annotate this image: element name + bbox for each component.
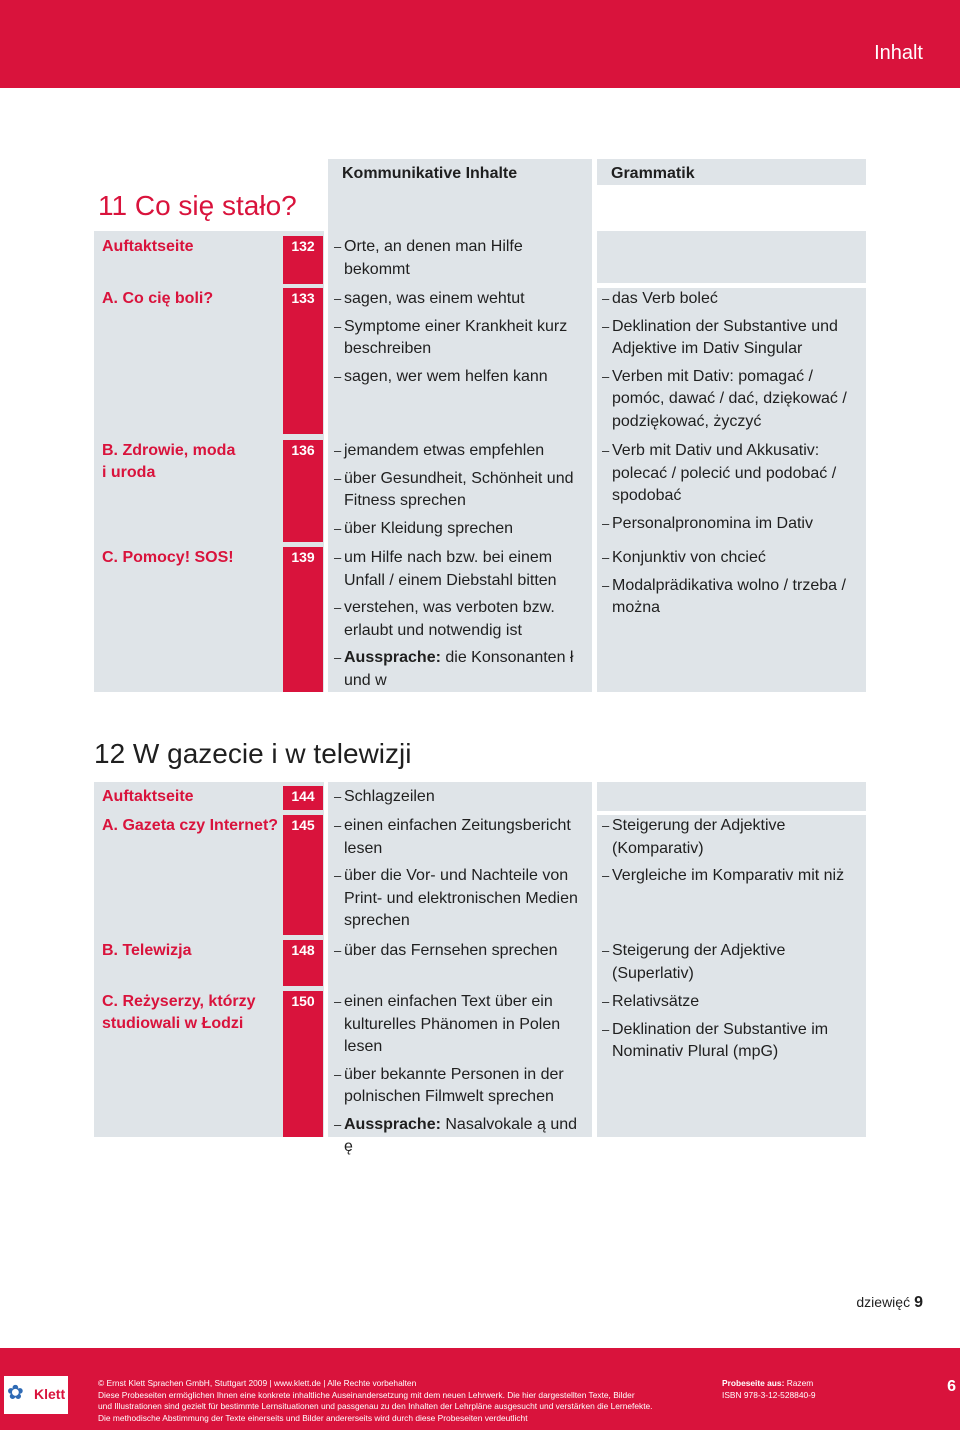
aussprache-label: Aussprache: [344, 649, 441, 666]
list-item: – Verben mit Dativ: pomagać / pomóc, dawać / dać, dziękować / podziękować, życzyć [602, 366, 858, 434]
section-tab-label: Inhalt [874, 42, 923, 64]
sheet-number: 6 [947, 1378, 956, 1395]
list-item: – sagen, wer wem helfen kann [334, 366, 586, 389]
page-ref: 133 [283, 288, 323, 434]
list-item [334, 1114, 586, 1159]
kom-list [334, 940, 586, 968]
probe-label: Probeseite aus: [722, 1378, 785, 1388]
page-ref: 132 [283, 236, 323, 284]
page-ref: 148 [283, 940, 323, 986]
list-item: – Schlagzeilen [334, 786, 586, 809]
page-ref: 145 [283, 815, 323, 935]
list-item: – Deklination der Substantive im Nominativ Plural (mpG) [602, 1019, 858, 1064]
section-label: Auftaktseite [102, 238, 194, 255]
list-item: – über das Fernsehen sprechen [334, 940, 586, 963]
column-header-kommunikative: Kommunikative Inhalte [342, 165, 518, 182]
table-row [94, 547, 866, 692]
footer-line: Die methodische Abstimmung der Texte einerseits und Bilder andererseits wird durch diese Probeseiten verdeutlicht [98, 1412, 528, 1423]
section-label: A. Gazeta czy Internet? [102, 817, 279, 834]
footer-line: © Ernst Klett Sprachen GmbH, Stuttgart 2009 | www.klett.de | Alle Rechte vorbehalten [98, 1378, 417, 1388]
list-item: – jemandem etwas empfehlen [334, 440, 586, 463]
kom-list [334, 786, 586, 814]
table-row [94, 786, 866, 810]
page-number [856, 1294, 923, 1312]
footer-line: Diese Probeseiten ermöglichen Ihnen eine konkrete inhaltliche Auseinandersetzung mit dem neuen Lehrwerk. Die hier dargestellten Texte, Bilder [98, 1389, 635, 1400]
gra-list [602, 991, 858, 1069]
list-item: – über bekannte Personen in der polnischen Filmwelt sprechen [334, 1064, 586, 1109]
unit-11-title: 11 Co się stało? [98, 190, 297, 221]
klett-logo-icon: ✿ [7, 1380, 24, 1404]
footer-text [98, 1378, 678, 1424]
list-item: – über Gesundheit, Schönheit und Fitness sprechen [334, 468, 586, 513]
section-label: B. Telewizja [102, 942, 192, 959]
klett-logo-text: Klett [34, 1386, 66, 1402]
gra-list [602, 440, 858, 540]
list-item: – Steigerung der Adjektive (Komparativ) [602, 815, 858, 860]
section-label: C. Reżyserzy, którzy studiowali w Łodzi [102, 993, 256, 1032]
section-label: A. Co cię boli? [102, 290, 214, 307]
column-header-grammatik: Grammatik [611, 165, 695, 182]
table-row [94, 940, 866, 986]
page-ref: 139 [283, 547, 323, 692]
gra-list [602, 815, 858, 893]
list-item: – über die Vor- und Nachteile von Print- und elektronischen Medien sprechen [334, 865, 586, 933]
list-item: – Vergleiche im Komparativ mit niż [602, 865, 858, 888]
kom-list [334, 991, 586, 1164]
table-row [94, 991, 866, 1155]
list-item: – Personalpronomina im Dativ [602, 513, 858, 536]
page-number-word: dziewięć [856, 1294, 911, 1310]
list-item: – Orte, an denen man Hilfe bekommt [334, 236, 586, 281]
kom-list [334, 547, 586, 697]
aussprache-text: Nasalvokale ą und ę [344, 1115, 578, 1155]
page-number-digit: 9 [914, 1294, 923, 1311]
top-banner [0, 0, 960, 88]
list-item: – einen einfachen Zeitungsbericht lesen [334, 815, 586, 860]
footer-bar [0, 1348, 960, 1430]
unit-12-title: 12 W gazecie i w telewizji [94, 738, 412, 769]
list-item: – Konjunktiv von chcieć [602, 547, 858, 570]
section-label: Auftaktseite [102, 788, 194, 805]
aussprache-text: die Konsonanten ł und w [344, 649, 574, 689]
klett-logo [4, 1376, 68, 1414]
gra-list [602, 288, 858, 438]
list-item: – Steigerung der Adjektive (Superlativ) [602, 940, 858, 985]
aussprache-label: Aussprache: [344, 1115, 441, 1133]
list-item: – über Kleidung sprechen [334, 518, 586, 541]
list-item: – Deklination der Substantive und Adjektive im Dativ Singular [602, 316, 858, 361]
section-label: B. Zdrowie, moda i uroda [102, 442, 236, 481]
list-item: – Relativsätze [602, 991, 858, 1014]
list-item: – Symptome einer Krankheit kurz beschreiben [334, 316, 586, 361]
list-item: – das Verb boleć [602, 288, 858, 311]
probe-value: Razem [786, 1378, 814, 1388]
isbn: ISBN 978-3-12-528840-9 [722, 1389, 816, 1400]
footer-book-info [722, 1378, 816, 1401]
list-item: – einen einfachen Text über ein kulturelles Phänomen in Polen lesen [334, 991, 586, 1059]
page-ref: 136 [283, 440, 323, 542]
kom-list [334, 288, 586, 393]
list-item: – um Hilfe nach bzw. bei einem Unfall / einem Diebstahl bitten [334, 547, 586, 592]
page-ref: 150 [283, 991, 323, 1137]
table-row [94, 440, 866, 542]
kom-list [334, 236, 586, 286]
gra-list [602, 940, 858, 990]
list-item: – Modalprädikativa wolno / trzeba / można [602, 575, 858, 620]
list-item: – verstehen, was verboten bzw. erlaubt und notwendig ist [334, 597, 586, 642]
footer-line: und Illustrationen sind gezielt für bestimmte Lernsituationen und passgenau zu den Inhalten der Lehrpläne ausgesucht und verstärken die Lernefekte. [98, 1401, 653, 1411]
table-row [94, 288, 866, 434]
list-item [334, 647, 586, 692]
section-label: C. Pomocy! SOS! [102, 549, 234, 566]
list-item: – sagen, was einem wehtut [334, 288, 586, 311]
page-ref: 144 [283, 786, 323, 810]
table-row [94, 815, 866, 935]
kom-list [334, 815, 586, 938]
kom-list [334, 440, 586, 545]
gra-list [602, 547, 858, 625]
list-item: – Verb mit Dativ und Akkusativ: polecać / polecić und podobać / spodobać [602, 440, 858, 508]
table-row [94, 236, 866, 284]
